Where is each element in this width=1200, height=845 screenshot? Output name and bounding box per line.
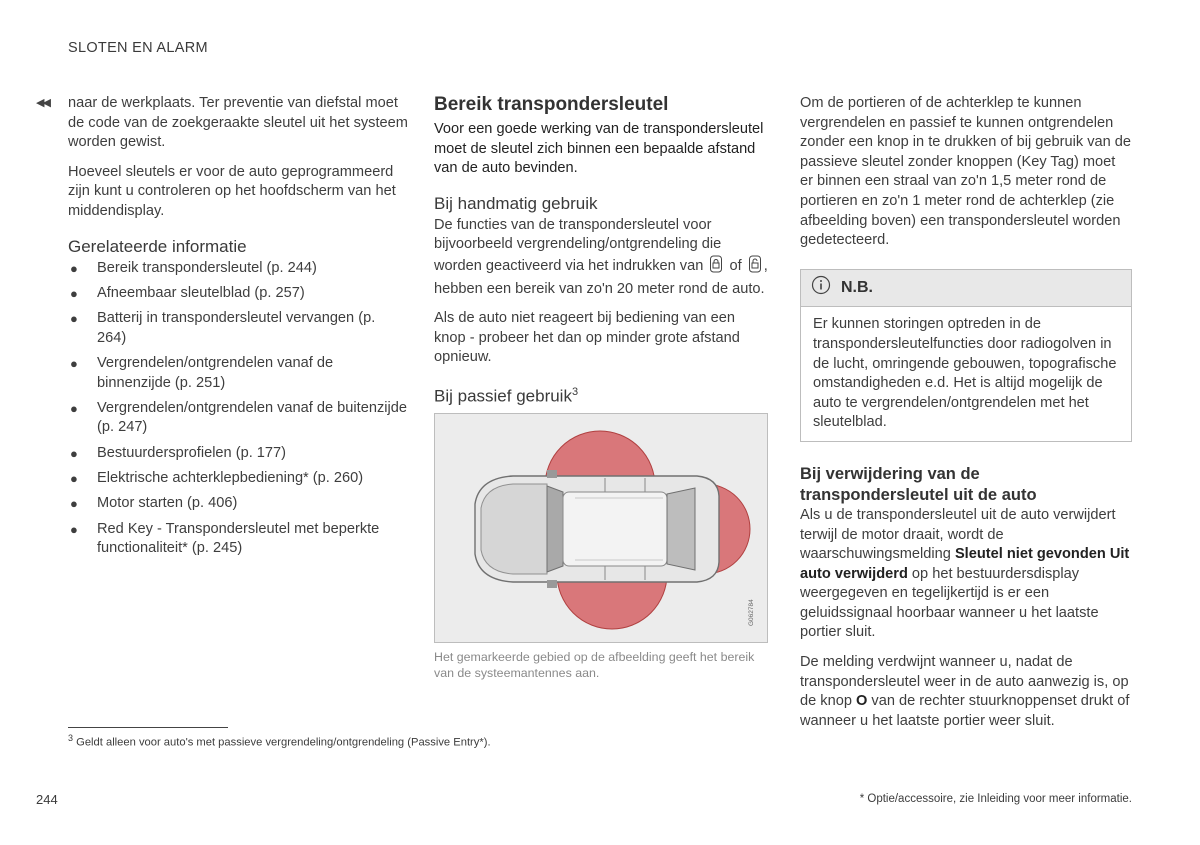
button-o-label: O xyxy=(856,693,868,710)
intro-text: naar de werkplaats. Ter preventie van diefstal moet de code van de zoekgeraakte sleutel uit het systeem worden gewist. xyxy=(68,95,408,151)
removal-heading: Bij verwijdering van de transpondersleutel uit de auto xyxy=(800,464,1037,504)
manual-text: De functies van de transpondersleutel voor bijvoorbeeld vergrendeling/ontgrendeling die worden geactiveerd via het indrukken van of , hebben een bereik van zo'n 20 meter rond de auto. xyxy=(434,216,768,297)
lock-icon xyxy=(709,255,723,280)
footnote-ref: 3 xyxy=(571,385,579,398)
figure-code: G062784 xyxy=(748,598,755,626)
article-title: Bereik transpondersleutel xyxy=(434,94,669,115)
middle-column xyxy=(434,94,770,681)
footnote: $^3$ Geldt alleen voor auto's met passieve vergrendeling/ontgrendeling (Passive Entry*). xyxy=(68,733,491,749)
related-item[interactable]: ● Vergrendelen/ontgrendelen vanaf de binnenzijde (p. 251) xyxy=(70,355,334,391)
disappear-text: De melding verdwijnt wanneer u, nadat de transpondersleutel weer in de auto aanwezig is, op de knop O van de rechter stuurknoppenset drukt of wanneer u het laatste portier weer sluit. xyxy=(800,654,1130,729)
car-top-view xyxy=(435,414,767,642)
note-box xyxy=(800,269,1132,442)
range-figure xyxy=(434,413,768,643)
related-item[interactable]: ● Bereik transpondersleutel (p. 244) xyxy=(70,259,317,276)
page-number: 244 xyxy=(36,792,58,807)
related-item[interactable]: ● Bestuurdersprofielen (p. 177) xyxy=(70,444,287,461)
optional-note: * Optie/accessoire, zie Inleiding voor meer informatie. xyxy=(859,793,1132,805)
note-title: N.B. xyxy=(841,279,873,297)
manual-text-retry: Als de auto niet reageert bij bediening van een knop - probeer het dan op minder grote afstand opnieuw. xyxy=(434,310,740,366)
unlock-icon xyxy=(748,255,762,280)
warning-message: Sleutel niet gevonden Uit auto verwijderd xyxy=(800,546,1130,582)
related-heading: Gerelateerde informatie xyxy=(68,236,247,256)
related-item[interactable]: ● Vergrendelen/ontgrendelen vanaf de buitenzijde (p. 247) xyxy=(70,399,407,436)
right-column xyxy=(800,94,1132,741)
passive-intro: Om de portieren of de achterklep te kunnen vergrendelen en passief te kunnen ontgrendelen zonder een knop in te drukken of bij gebruik van de passieve sleutel zonder knoppen (Key Tag) moet er binnen een straal van zo'n 1,5 meter rond de portieren en zo'n 1 meter rond de achterklep (zie afbeelding boven) een transpondersleutel worden gedetecteerd. xyxy=(800,95,1132,249)
left-column xyxy=(68,94,408,564)
continued-marker-icon: ◀◀ xyxy=(36,97,49,109)
related-item[interactable]: ● Elektrische achterklepbediening* (p. 260) xyxy=(70,470,364,487)
related-item[interactable]: ● Red Key - Transpondersleutel met beperkte functionaliteit* (p. 245) xyxy=(70,520,380,557)
note-header xyxy=(801,270,1131,308)
lead-text: Voor een goede werking van de transpondersleutel moet de sleutel zich binnen een bepaalde afstand van de auto bevinden. xyxy=(434,121,764,177)
section-title: SLOTEN EN ALARM xyxy=(68,40,208,56)
removal-text: Als u de transpondersleutel uit de auto verwijdert terwijl de motor draait, wordt de waarschuwingsmelding Sleutel niet gevonden Uit auto verwijderd op het bestuurdersdisplay weergegeven en tegelijkertijd is er een geluidssignaal hoorbaar wanneer u het laatste portier sluit. xyxy=(800,506,1130,641)
footnote-divider xyxy=(68,727,228,728)
passive-heading: Bij passief gebruik$^3$ xyxy=(434,385,579,406)
related-list xyxy=(68,259,408,559)
info-icon xyxy=(811,275,831,302)
related-item[interactable]: ● Batterij in transpondersleutel vervangen (p. 264) xyxy=(70,310,376,346)
keys-text: Hoeveel sleutels er voor de auto geprogrammeerd zijn kunt u controleren op het hoofdscherm van het middendisplay. xyxy=(68,163,396,219)
related-item[interactable]: ● Motor starten (p. 406) xyxy=(70,495,238,512)
note-body: Er kunnen storingen optreden in de transpondersleutelfuncties door radiogolven in de lucht, omringende gebouwen, topografische omstandigheden e.d. Het is altijd mogelijk de auto te vergrendelen/ontgrendelen met het sleutelblad. xyxy=(813,316,1117,431)
manual-heading: Bij handmatig gebruik xyxy=(434,193,598,213)
related-item[interactable]: ● Afneembaar sleutelblad (p. 257) xyxy=(70,284,305,301)
figure-caption: Het gemarkeerde gebied op de afbeelding geeft het bereik van de systeemantennes aan. xyxy=(434,649,755,680)
